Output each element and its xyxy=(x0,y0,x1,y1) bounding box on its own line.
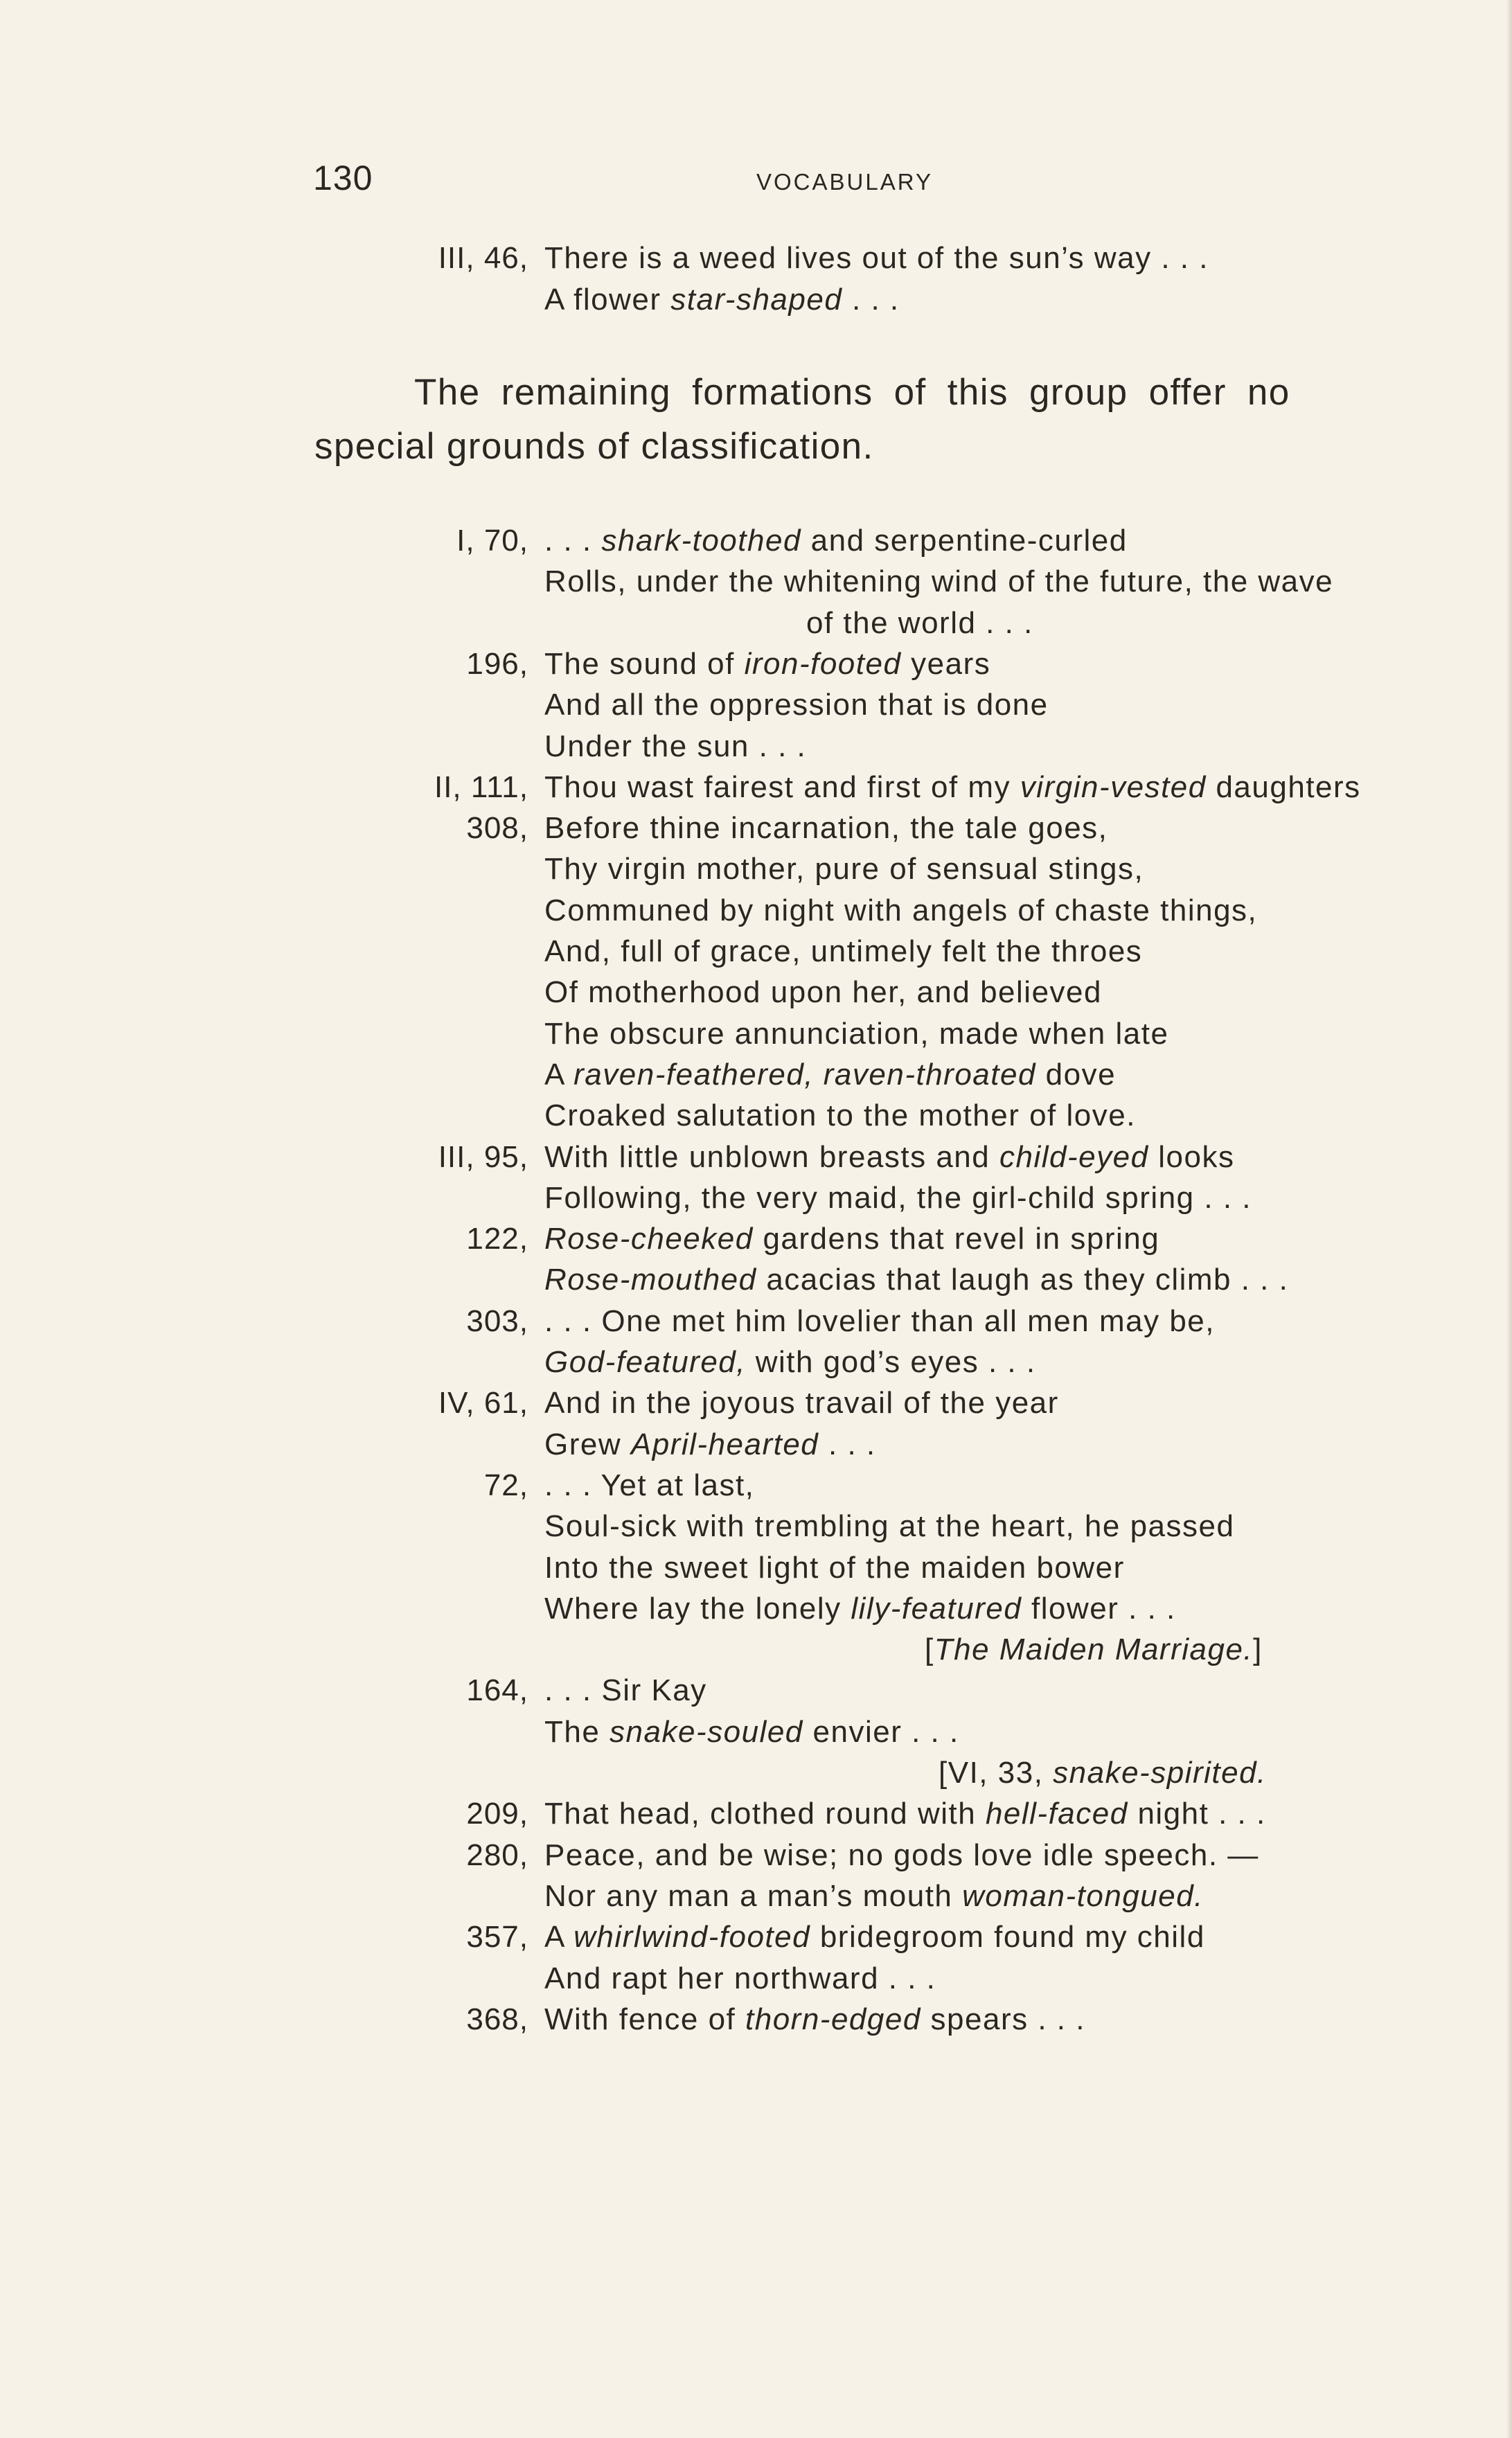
quote-line: That head, clothed round with hell-faced night . . . xyxy=(544,1797,1266,1831)
line-ref: 308, xyxy=(466,811,528,845)
quote-line: The obscure annunciation, made when late xyxy=(544,1017,1169,1051)
quote-line: . . . One met him lovelier than all men may be, xyxy=(544,1304,1215,1338)
page-edge-shadow xyxy=(1506,0,1512,2438)
line-ref: I, 70, xyxy=(456,524,528,558)
quote-line: Croaked salutation to the mother of love. xyxy=(544,1098,1136,1132)
quote-line: Rose-mouthed acacias that laugh as they climb . . . xyxy=(544,1263,1289,1297)
quote-line: Into the sweet light of the maiden bower xyxy=(544,1551,1125,1585)
line-ref: 280, xyxy=(466,1838,528,1872)
quote-line: And rapt her northward . . . xyxy=(544,1961,936,1995)
quote-line: A flower star-shaped . . . xyxy=(544,283,900,317)
quote-line: With fence of thorn-edged spears . . . xyxy=(544,2002,1085,2036)
line-ref: II, 111, xyxy=(434,770,528,804)
quote-line: Of motherhood upon her, and believed xyxy=(544,975,1102,1009)
quote-line: . . . Yet at last, xyxy=(544,1468,755,1502)
quote-line: Peace, and be wise; no gods love idle speech. — xyxy=(544,1838,1259,1872)
line-ref: 196, xyxy=(466,647,528,681)
quote-line: God-featured, with god’s eyes . . . xyxy=(544,1345,1036,1379)
quote-line: The sound of iron-footed years xyxy=(544,647,991,681)
quote-line: Before thine incarnation, the tale goes, xyxy=(544,811,1108,845)
quote-line: Rolls, under the whitening wind of the future, the wave xyxy=(544,564,1334,598)
citation-note: [VI, 33, snake-spirited. xyxy=(939,1756,1267,1790)
line-ref: III, 46, xyxy=(438,241,528,275)
line-ref: 209, xyxy=(466,1797,528,1831)
quote-line: And, full of grace, untimely felt the throes xyxy=(544,934,1143,968)
line-ref: 357, xyxy=(466,1920,528,1954)
quote-line: And in the joyous travail of the year xyxy=(544,1386,1059,1420)
quote-line: Rose-cheeked gardens that revel in spring xyxy=(544,1222,1160,1256)
paragraph-line-2: special grounds of classification. xyxy=(314,426,874,467)
line-ref: IV, 61, xyxy=(438,1386,528,1420)
line-ref: 368, xyxy=(466,2002,528,2036)
quote-line: Following, the very maid, the girl-child spring . . . xyxy=(544,1181,1252,1215)
quote-line: There is a weed lives out of the sun’s way . . . xyxy=(544,241,1209,275)
quote-line: Thou wast fairest and first of my virgin-vested daughters xyxy=(544,770,1361,804)
quote-line: The snake-souled envier . . . xyxy=(544,1715,959,1749)
paragraph-line-1: The remaining formations of this group offer no xyxy=(414,372,1290,413)
line-ref: III, 95, xyxy=(438,1140,528,1174)
quote-line: With little unblown breasts and child-eyed looks xyxy=(544,1140,1235,1174)
page-number: 130 xyxy=(313,159,373,197)
quote-line: Nor any man a man’s mouth woman-tongued. xyxy=(544,1879,1204,1913)
quote-line: . . . shark-toothed and serpentine-curled xyxy=(544,524,1128,558)
quote-line: Thy virgin mother, pure of sensual stings, xyxy=(544,852,1144,886)
line-ref: 164, xyxy=(466,1673,528,1707)
line-ref: 303, xyxy=(466,1304,528,1338)
quote-line: A raven-feathered, raven-throated dove xyxy=(544,1058,1117,1092)
quote-line: . . . Sir Kay xyxy=(544,1673,707,1707)
quote-line: Soul-sick with trembling at the heart, he passed xyxy=(544,1509,1235,1543)
quote-line: And all the oppression that is done xyxy=(544,688,1049,722)
quote-line: Under the sun . . . xyxy=(544,729,807,763)
line-ref: 72, xyxy=(483,1468,528,1502)
quote-line: Communed by night with angels of chaste things, xyxy=(544,893,1258,927)
quote-line: of the world . . . xyxy=(806,606,1033,640)
quote-line: Grew April-hearted . . . xyxy=(544,1427,876,1461)
running-head: VOCABULARY xyxy=(756,169,933,195)
quote-line: Where lay the lonely lily-featured flower . . . xyxy=(544,1592,1176,1626)
quote-line: A whirlwind-footed bridegroom found my child xyxy=(544,1920,1205,1954)
line-ref: 122, xyxy=(466,1222,528,1256)
citation-note: [The Maiden Marriage.] xyxy=(925,1632,1263,1666)
